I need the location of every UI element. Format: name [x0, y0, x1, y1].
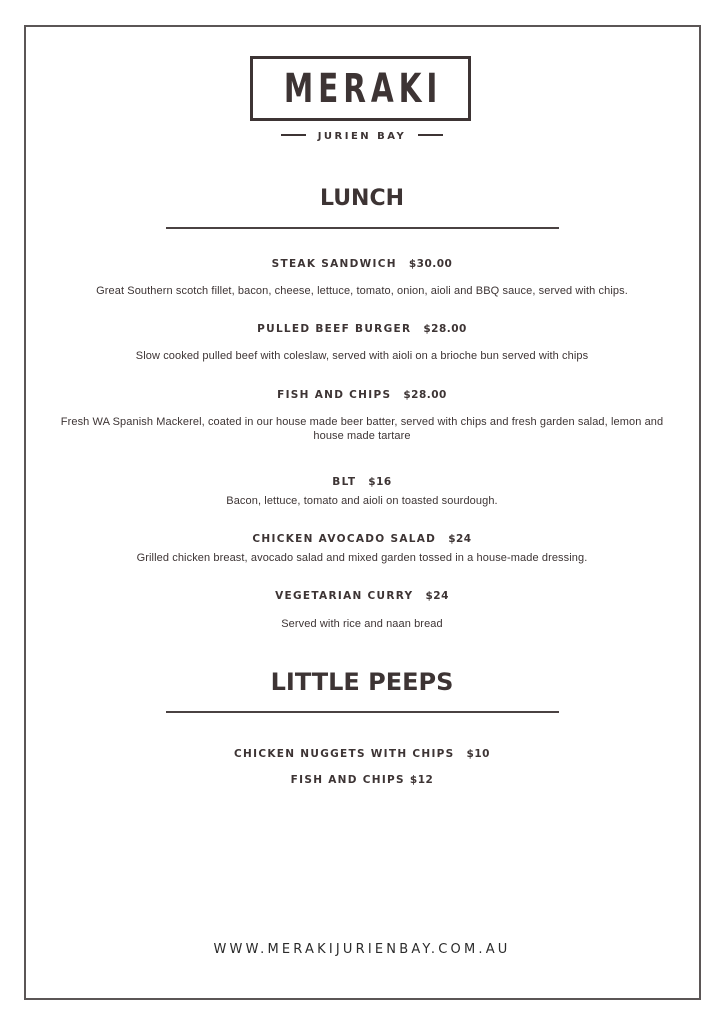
- menu-item-name: [0, 476, 724, 488]
- item-title: CHICKEN NUGGETS WITH CHIPS: [234, 748, 455, 760]
- item-price: $12: [409, 774, 434, 786]
- item-price: $24: [448, 533, 472, 545]
- menu-item-description: Grilled chicken breast, avocado salad and mixed garden tossed in a house-made dressing.: [136, 552, 588, 564]
- menu-item-description: Slow cooked pulled beef with coleslaw, served with aioli on a brioche bun served with chips: [135, 350, 589, 362]
- page-border: [24, 25, 701, 1000]
- item-title: FISH AND CHIPS: [290, 774, 405, 786]
- section-title-lunch: LUNCH: [319, 186, 405, 211]
- menu-item-name: [0, 590, 724, 602]
- menu-item-name: [0, 748, 724, 760]
- logo: [250, 56, 471, 121]
- menu-item-description: Served with rice and naan bread: [281, 618, 443, 630]
- section-divider-little-peeps: [166, 711, 559, 713]
- website-link[interactable]: WWW.MERAKIJURIENBAY.COM.AU: [213, 942, 511, 957]
- item-title: PULLED BEEF BURGER: [257, 323, 412, 335]
- tagline-dash-right: [418, 134, 443, 136]
- item-price: $16: [368, 476, 392, 488]
- item-price: $30.00: [408, 258, 453, 270]
- item-price: $24: [425, 590, 449, 602]
- item-price: $28.00: [423, 323, 467, 335]
- item-price: $28.00: [403, 389, 447, 401]
- menu-item-name: [0, 323, 724, 335]
- menu-item-description: Bacon, lettuce, tomato and aioli on toasted sourdough.: [226, 495, 498, 507]
- logo-text: MERAKI: [283, 65, 443, 112]
- tagline: [0, 131, 724, 142]
- tagline-dash-left: [281, 134, 306, 136]
- tagline-text: JURIEN BAY: [317, 131, 407, 142]
- section-title-little-peeps: LITTLE PEEPS: [270, 668, 454, 696]
- item-title: VEGETARIAN CURRY: [275, 590, 414, 602]
- item-title: BLT: [332, 476, 357, 488]
- item-title: FISH AND CHIPS: [277, 389, 392, 401]
- item-title: STEAK SANDWICH: [271, 258, 397, 270]
- menu-item-description: Fresh WA Spanish Mackerel, coated in our house made beer batter, served with chips and fresh garden salad, lemon and house made tartare: [60, 416, 664, 442]
- menu-item-name: [0, 533, 724, 545]
- menu-item-name: [0, 258, 724, 270]
- menu-item-name: [0, 774, 724, 786]
- menu-item-description: Great Southern scotch fillet, bacon, cheese, lettuce, tomato, onion, aioli and BBQ sauce, served with chips.: [96, 285, 628, 297]
- menu-item-name: [0, 389, 724, 401]
- item-price: $10: [466, 748, 490, 760]
- item-title: CHICKEN AVOCADO SALAD: [252, 533, 437, 545]
- section-divider-lunch: [166, 227, 559, 229]
